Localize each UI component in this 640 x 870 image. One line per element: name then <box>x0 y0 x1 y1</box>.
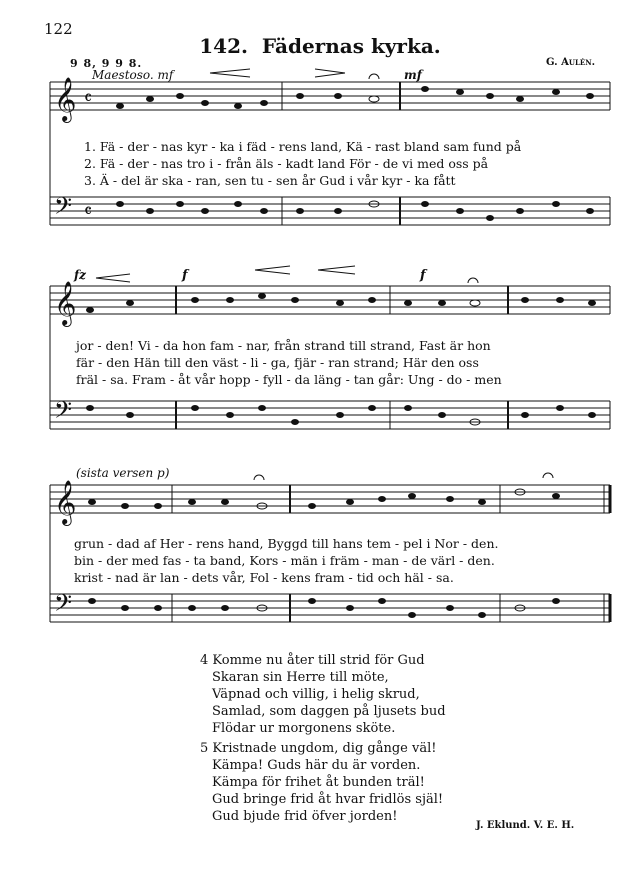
page-number: 122 <box>44 20 73 38</box>
stanza-4 <box>200 652 446 737</box>
stanza-4-line-3: Väpnad och villig, i helig skrud, <box>212 687 420 702</box>
stanza-5-line-5: Gud bjude frid öfver jorden! <box>212 809 398 824</box>
stanza-4-line-4: Samlad, som daggen på ljusets bud <box>212 704 446 719</box>
system-1-bass-staff <box>50 197 610 225</box>
text-credit: J. Eklund. V. E. H. <box>476 820 575 831</box>
system-3-bass-staff <box>50 594 610 622</box>
common-time-icon: 𝄴 <box>84 88 93 109</box>
stanza-5-line-4: Gud bringe frid åt hvar fridlös själ! <box>212 792 444 807</box>
hymn-meter: 9 8, 9 9 8. <box>70 57 143 70</box>
composer-credit: G. Aulén. <box>546 57 596 68</box>
system-3-lyric-line-2: bin - der med fas - ta band, Kors - män i främ - man - de värl - den. <box>74 553 495 568</box>
system-2-lyric-line-3: fräl - sa. Fram - åt vår hopp - fyll - da läng - tan går: Ung - do - men <box>76 372 502 387</box>
system-1-treble-staff <box>50 82 610 110</box>
system-2-lyric-line-2: fär - den Hän till den väst - li - ga, fjär - ran strand; Här den oss <box>76 355 479 370</box>
tempo-marking: Maestoso. mf <box>92 68 174 82</box>
system-1-lyric-line-1: 1. Fä - der - nas kyr - ka i fäd - rens land, Kä - rast bland sam fund på <box>84 139 522 154</box>
bass-clef-icon: 𝄢 <box>54 396 73 429</box>
dynamic-mf: mf <box>404 68 422 82</box>
system-3-lyric-line-3: krist - nad är lan - dets vår, Fol - kens fram - tid och häl - sa. <box>74 570 454 585</box>
dynamic-f: f <box>182 268 188 283</box>
stanza-5-line-1: 5 Kristnade ungdom, dig gånge väl! <box>200 741 437 756</box>
treble-clef-icon: 𝄞 <box>54 480 77 524</box>
last-verse-note: (sista versen p) <box>76 466 170 480</box>
system-1-lyric-line-2: 2. Fä - der - nas tro i - från äls - kadt land För - de vi med oss på <box>84 156 489 171</box>
hymn-number: 142. <box>199 34 248 58</box>
stanza-4-line-1: 4 Komme nu åter till strid för Gud <box>200 653 425 668</box>
stanza-4-line-5: Flödar ur morgonens sköte. <box>212 721 396 736</box>
treble-clef-icon: 𝄞 <box>54 77 77 121</box>
stanza-5-line-3: Kämpa för frihet åt bunden träl! <box>212 775 425 790</box>
dynamic-fz: fz <box>74 268 86 282</box>
system-3-lyric-line-1: grun - dad af Her - rens hand, Byggd till hans tem - pel i Nor - den. <box>74 536 499 551</box>
bass-clef-icon: 𝄢 <box>54 589 73 622</box>
stanza-5 <box>200 740 443 825</box>
bass-clef-icon: 𝄢 <box>54 192 73 225</box>
system-3-treble-staff <box>50 485 610 513</box>
hymn-title-text: Fädernas kyrka. <box>261 34 441 58</box>
system-1-lyric-line-3: 3. Ä - del är ska - ran, sen tu - sen år Gud i vår kyr - ka fått <box>84 173 456 188</box>
common-time-icon: 𝄴 <box>84 201 93 222</box>
treble-clef-icon: 𝄞 <box>54 281 77 325</box>
stanza-4-line-2: Skaran sin Herre till möte, <box>212 670 389 685</box>
dynamic-f-second: f <box>420 268 426 283</box>
stanza-5-line-2: Kämpa! Guds här du är vorden. <box>212 758 421 773</box>
system-2-lyric-line-1: jor - den! Vi - da hon fam - nar, från strand till strand, Fast är hon <box>76 338 491 353</box>
